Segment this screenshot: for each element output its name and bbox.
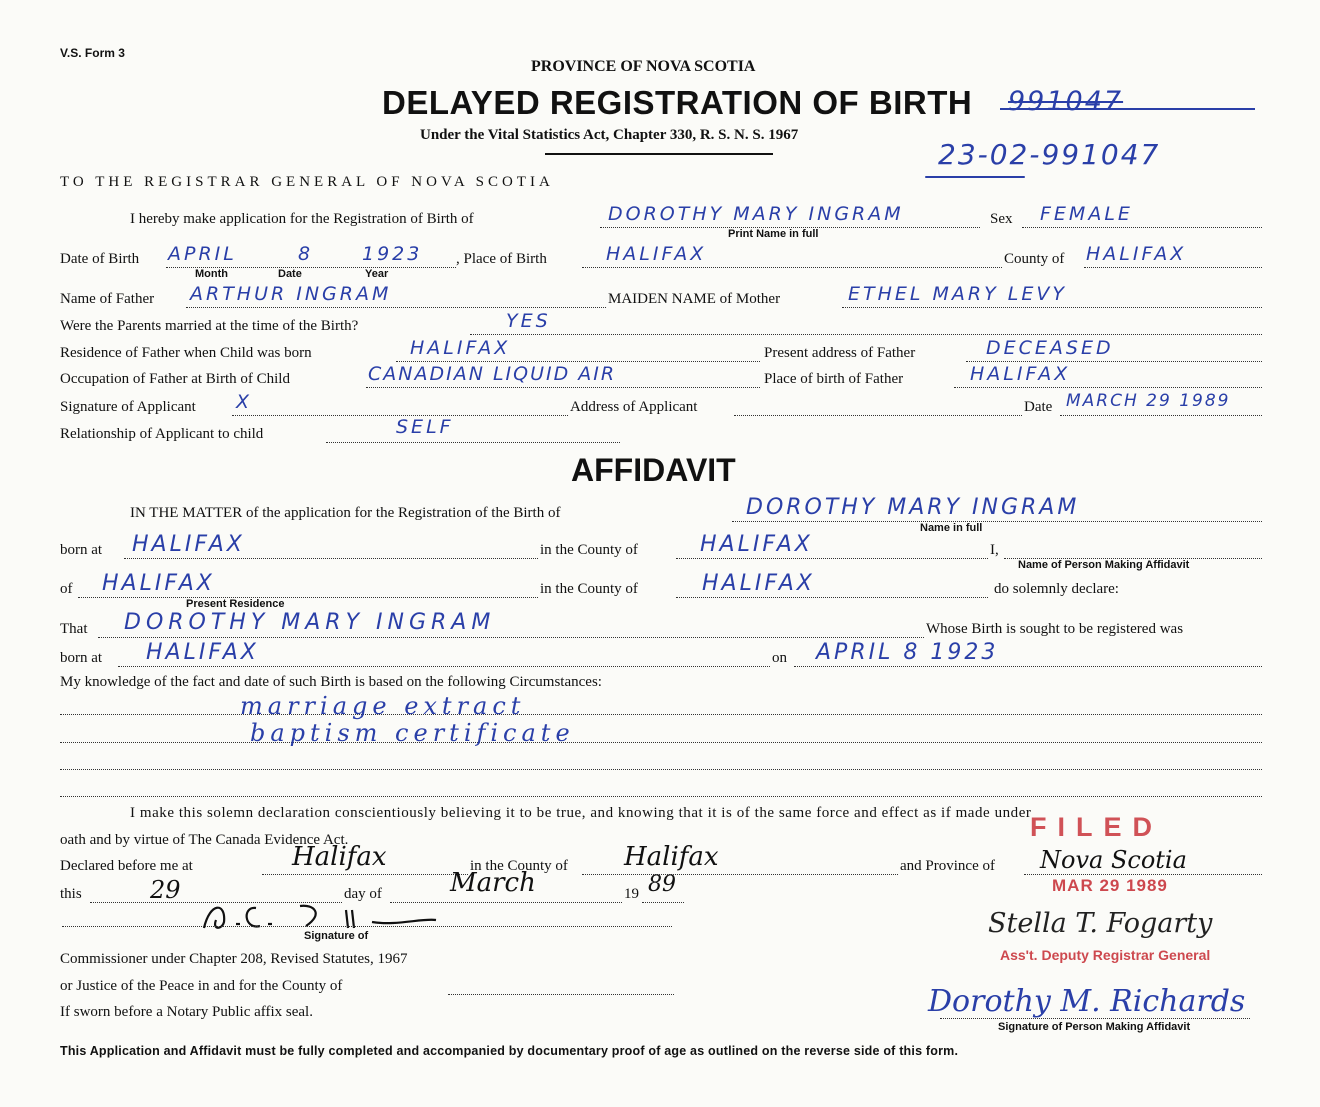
year-prefix: 19 [624,886,639,902]
sex-value: FEMALE [1040,203,1133,225]
born-at-label-2: born at [60,650,103,666]
county-value-4: Halifax [624,842,719,872]
county-value-3: HALIFAX [702,571,815,596]
dob-label: Date of Birth [60,251,140,267]
father-label: Name of Father [60,291,155,307]
filed-date: MAR 29 1989 [1052,876,1168,895]
footer-note: This Application and Affidavit must be fully completed and accompanied by documentary proof of age as outlined on the reverse side of this form. [60,1044,959,1058]
year-suffix: 89 [648,872,676,897]
relationship-value: SELF [396,416,454,438]
married-label: Were the Parents married at the time of the Birth? [60,318,359,334]
i-label: I, [990,542,999,558]
present-address-value: DECEASED [986,337,1114,359]
affiant-signature: Dorothy M. Richards [928,984,1246,1019]
married-line [470,334,1262,335]
father-birthplace-value: HALIFAX [970,363,1071,385]
circumstance-line-3 [60,769,1262,770]
registration-number: 23-02-991047 [938,138,1161,171]
dob-year: 1923 [362,243,423,265]
affiant-signature-caption: Signature of Person Making Affidavit [998,1021,1191,1033]
date-value: MARCH 29 1989 [1066,391,1231,411]
present-residence-caption: Present Residence [186,598,285,610]
occupation-line [366,387,760,388]
declared-label: Declared before me at [60,858,193,874]
of-value: HALIFAX [102,571,215,596]
print-name-caption: Print Name in full [728,228,819,240]
place-label: , Place of Birth [456,251,547,267]
person-caption: Name of Person Making Affidavit [1018,559,1190,571]
born-at-line-2 [118,666,770,667]
registrar-signature: Stella T. Fogarty [988,908,1213,939]
father-birthplace-line [954,387,1262,388]
relationship-line [326,442,620,443]
whose-label: Whose Birth is sought to be registered was [926,621,1184,637]
subtitle: Under the Vital Statistics Act, Chapter 330, R. S. N. S. 1967 [420,127,799,143]
date-label: Date [1024,399,1053,415]
matter-line [732,521,1262,522]
county-label-2: in the County of [540,542,638,558]
father-value: ARTHUR INGRAM [190,283,392,305]
year-caption: Year [365,268,389,280]
county-line-2 [676,558,988,559]
on-date: APRIL 8 1923 [816,640,999,665]
place-value: HALIFAX [606,243,707,265]
mother-label: MAIDEN NAME of Mother [608,291,781,307]
county-value-2: HALIFAX [700,532,813,557]
circumstance-line-4 [60,796,1262,797]
commissioner-line-2: or Justice of the Peace in and for the County of [60,978,343,994]
form-id: V.S. Form 3 [60,46,125,60]
affidavit-heading: AFFIDAVIT [571,452,736,488]
signature-of-caption: Signature of [304,930,369,942]
month-value: March [450,868,536,898]
that-label: That [60,621,88,637]
present-address-label: Present address of Father [764,345,916,361]
page-title: DELAYED REGISTRATION OF BIRTH [382,84,973,121]
born-at-line [124,558,538,559]
date-caption: Date [278,268,302,280]
strike-line [1000,108,1255,110]
county-value: HALIFAX [1086,243,1187,265]
declared-at: Halifax [292,842,387,872]
place-line [582,267,1002,268]
this-label: this [60,886,82,902]
county-line-4 [582,874,898,875]
dob-day: 8 [298,243,314,265]
dob-month: APRIL [168,243,237,265]
province-line [1024,874,1262,875]
date-line [1060,415,1262,416]
res-father-line [396,361,760,362]
matter-label: IN THE MATTER of the application for the Registration of the Birth of [130,505,561,521]
notary-note: If sworn before a Notary Public affix seal. [60,1004,313,1020]
applicant-signature-value: X [236,391,253,413]
married-value: YES [506,310,551,332]
county-line-3 [676,597,988,598]
mother-value: ETHEL MARY LEVY [848,283,1067,305]
applicant-address-label: Address of Applicant [570,399,698,415]
circumstance-1: marriage extract [240,692,526,720]
declare-label: do solemnly declare: [994,581,1119,597]
sex-label: Sex [990,211,1013,227]
occupation-label: Occupation of Father at Birth of Child [60,371,290,387]
circumstance-2: baptism certificate [250,719,575,747]
matter-name: DOROTHY MARY INGRAM [746,495,1080,520]
that-name: DOROTHY MARY INGRAM [124,610,496,635]
affiant-signature-line [940,1018,1250,1019]
registrar-heading: TO THE REGISTRAR GENERAL OF NOVA SCOTIA [60,174,554,190]
res-father-label: Residence of Father when Child was born [60,345,312,361]
commissioner-county-line [448,994,674,995]
day-of-label: day of [344,886,382,902]
applicant-address-line [734,415,1022,416]
mother-line [842,307,1262,308]
res-father-value: HALIFAX [410,337,511,359]
month-caption: Month [195,268,228,280]
province-label: and Province of [900,858,995,874]
province-value: Nova Scotia [1040,846,1187,874]
solemn-line-1: I make this solemn declaration conscientiously believing it to be true, and knowing that it is of the same force and effect as if made under [130,805,1032,821]
solemn-line-2: oath and by virtue of The Canada Evidence Act. [60,832,349,848]
father-birthplace-label: Place of birth of Father [764,371,904,387]
circumstance-line-2 [60,742,1262,743]
on-line [794,666,1262,667]
this-day: 29 [150,876,181,904]
knowledge-label: My knowledge of the fact and date of such Birth is based on the following Circumstances: [60,674,602,690]
struck-number: 991047 [1008,86,1124,117]
born-at-value-2: HALIFAX [146,640,259,665]
sex-line [1022,227,1262,228]
name-full-caption: Name in full [920,522,983,534]
declared-line [262,874,468,875]
child-name: DOROTHY MARY INGRAM [608,203,904,225]
intro-label: I hereby make application for the Registration of Birth of [130,211,474,227]
county-label-4: in the County of [470,858,568,874]
county-label-3: in the County of [540,581,638,597]
of-label: of [60,581,73,597]
reg-number-underline [925,176,1025,178]
year-line [642,902,684,903]
born-at-value: HALIFAX [132,532,245,557]
present-address-line [966,361,1262,362]
commissioner-signature-line [62,926,672,927]
of-line [78,597,538,598]
county-line [1084,267,1262,268]
registrar-title: Ass't. Deputy Registrar General [1000,947,1211,963]
occupation-value: CANADIAN LIQUID AIR [368,363,617,385]
subtitle-rule [545,153,773,155]
applicant-signature-label: Signature of Applicant [60,399,196,415]
father-line [186,307,606,308]
on-label: on [772,650,787,666]
commissioner-line-1: Commissioner under Chapter 208, Revised Statutes, 1967 [60,951,408,967]
that-line [98,637,924,638]
filed-stamp: FILED [1030,812,1163,842]
province-heading: PROVINCE OF NOVA SCOTIA [531,58,756,75]
born-at-label: born at [60,542,103,558]
county-label: County of [1004,251,1065,267]
relationship-label: Relationship of Applicant to child [60,426,264,442]
